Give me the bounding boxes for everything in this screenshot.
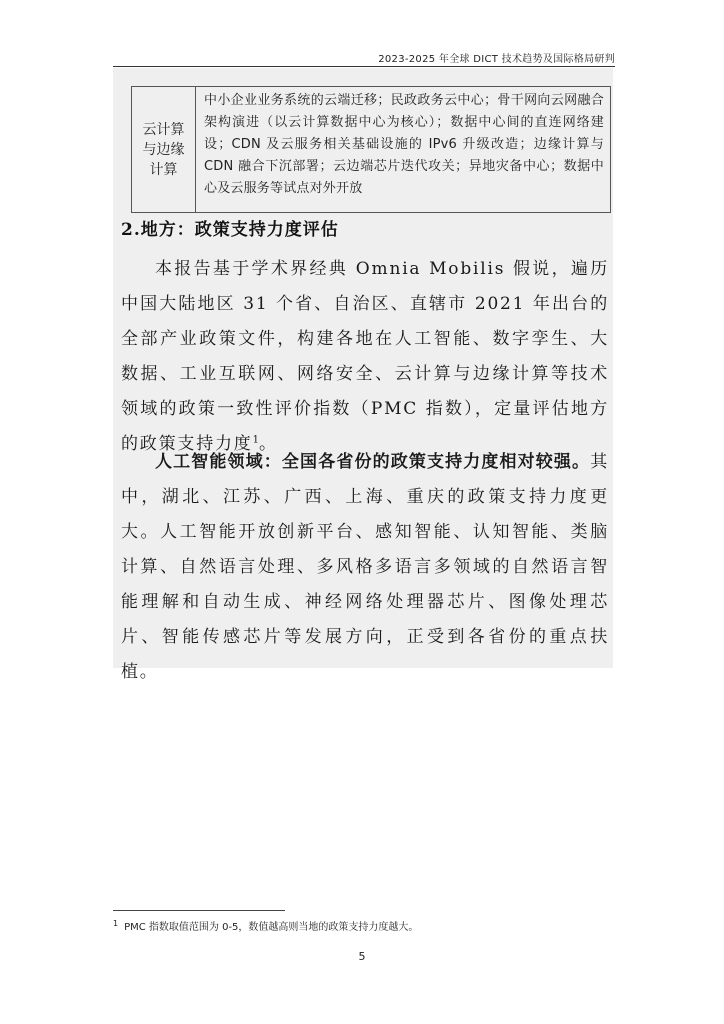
paragraph-1-text: 本报告基于学术界经典 Omnia Mobilis 假说，遍历中国大陆地区 31 个省、自治区、直辖市 2021 年出台的全部产业政策文件，构建各地在人工智能、数字孪生、大数据、工业互联网、网络安全、云计算与边缘计算等技术领域的政策一致性评价指数（PMC 指数），定量评估地方的政策支持力度 <box>121 259 609 454</box>
footnote-reference: 1 <box>252 434 259 446</box>
paragraph-1-end: 。 <box>258 434 278 454</box>
paragraph-2-lead: 人工智能领域：全国各省份的政策支持力度相对较强。 <box>155 452 591 472</box>
header-rule <box>113 66 615 67</box>
table-category-label: 云计算与边缘计算 <box>142 121 185 178</box>
body-paragraph-1 <box>121 252 609 462</box>
footnote-rule <box>113 910 285 911</box>
footnote-number: 1 <box>113 918 119 928</box>
table-content-cell: 中小企业业务系统的云端迁移；民政政务云中心；骨干网向云网融合架构演进（以云计算数据中心为核心）；数据中心间的直连网络建设；CDN 及云服务相关基础设施的 IPv6 升级改造；边缘计算与 CDN 融合下沉部署；云边端芯片迭代攻关；异地灾备中心；数据中心及云服务等试点对外开放 <box>204 93 604 196</box>
policy-table-row <box>131 86 611 213</box>
body-paragraph-2 <box>121 445 609 690</box>
section-heading: 2.地方：政策支持力度评估 <box>121 220 339 240</box>
footnote <box>113 918 613 935</box>
table-category-cell <box>132 87 196 212</box>
footnote-text: PMC 指数取值范围为 0-5，数值越高则当地的政策支持力度越大。 <box>124 922 419 933</box>
page-number: 5 <box>358 950 366 963</box>
paragraph-2-body: 其中，湖北、江苏、广西、上海、重庆的政策支持力度更大。人工智能开放创新平台、感知智能、认知智能、类脑计算、自然语言处理、多风格多语言多领域的自然语言智能理解和自动生成、神经网络处理器芯片、图像处理芯片、智能传感芯片等发展方向，正受到各省份的重点扶植。 <box>121 452 609 682</box>
running-header: 2023-2025 年全球 DICT 技术趋势及国际格局研判 <box>378 54 615 65</box>
